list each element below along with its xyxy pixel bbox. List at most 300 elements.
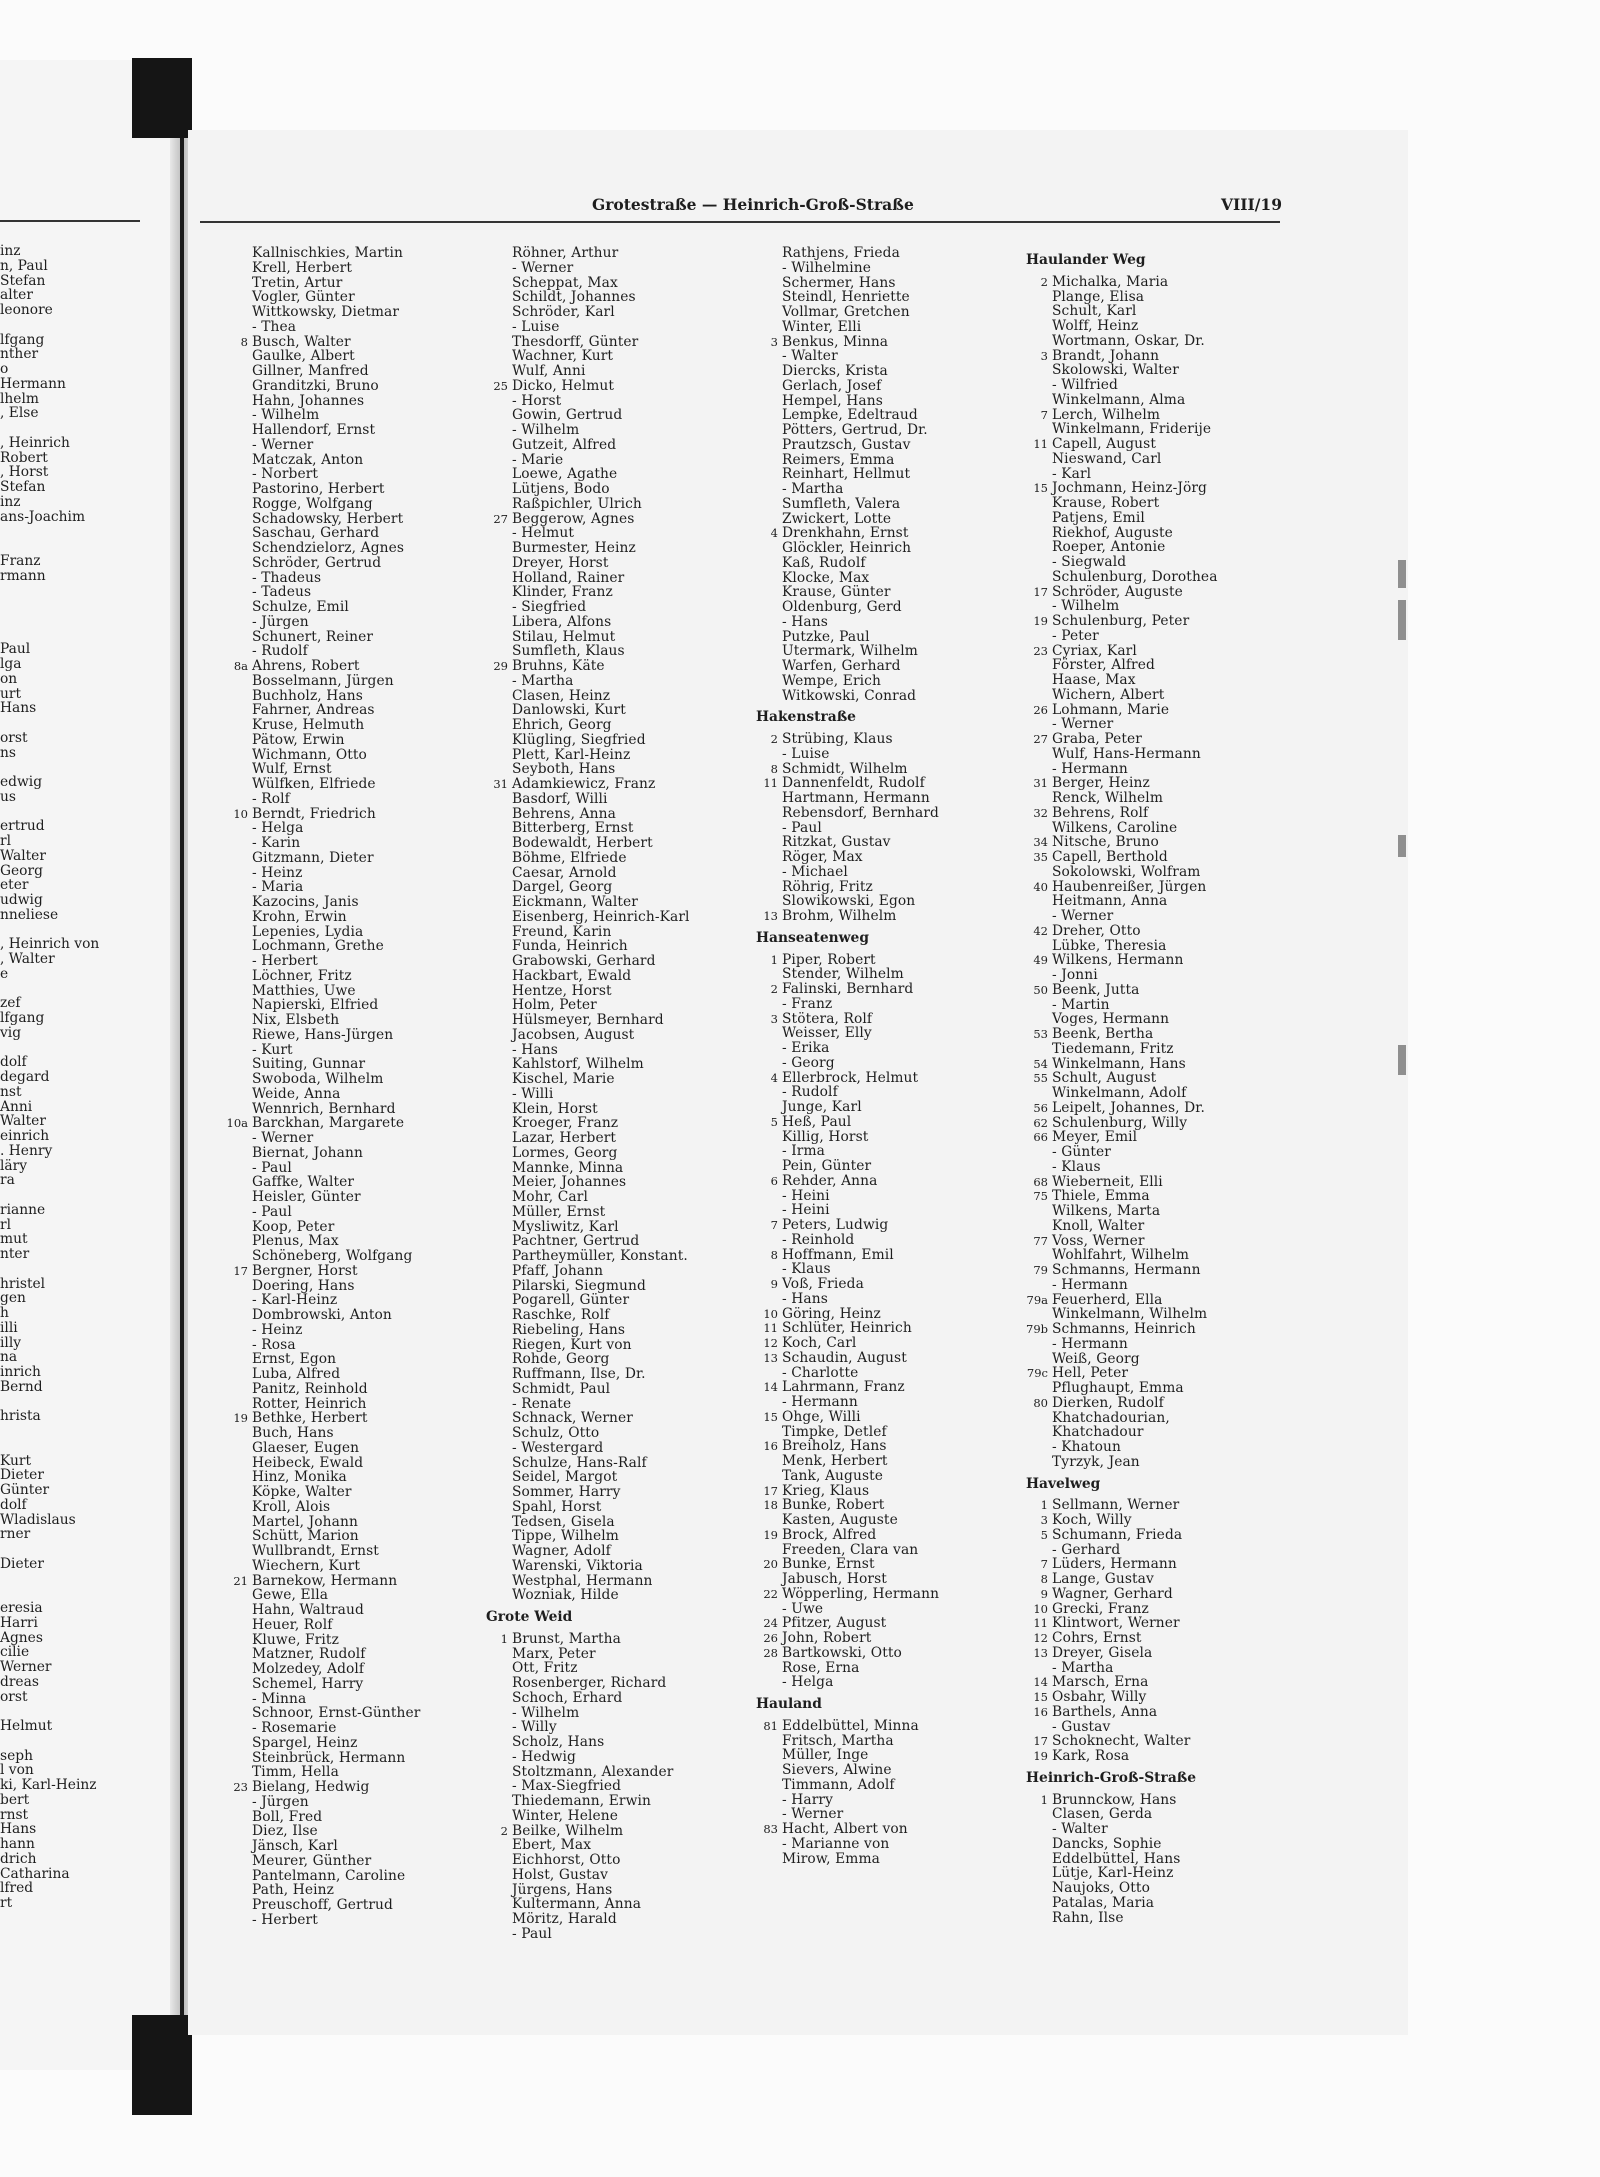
resident-entry (1022, 1366, 1292, 1381)
resident-entry (752, 600, 1022, 615)
resident-name: Pachtner, Gertrud (512, 1233, 640, 1250)
resident-name: Dreyer, Gisela (1052, 1644, 1153, 1661)
resident-entry (482, 1691, 752, 1706)
resident-name: Lohmann, Marie (1052, 701, 1170, 718)
fragment-line: . Henry (0, 1142, 53, 1159)
resident-name: Hülsmeyer, Bernhard (512, 1012, 664, 1028)
resident-name: Brunst, Martha (512, 1630, 621, 1647)
house-number: 11 (1033, 437, 1048, 451)
resident-entry (482, 1809, 752, 1824)
resident-name: Ahrens, Robert (252, 658, 360, 674)
resident-entry (482, 453, 752, 468)
resident-name: Riekhof, Auguste (1052, 524, 1173, 541)
house-number: 15 (1033, 1690, 1048, 1704)
resident-entry (222, 1633, 492, 1648)
resident-entry (482, 571, 752, 586)
resident-entry (222, 866, 492, 881)
resident-name: Dargel, Georg (512, 879, 613, 896)
house-number: 17 (763, 1483, 778, 1498)
house-number: 26 (763, 1631, 778, 1645)
resident-entry (1022, 1057, 1292, 1072)
resident-entry (752, 261, 1022, 276)
house-number: 18 (763, 1498, 778, 1513)
resident-name: Sellmann, Werner (1052, 1497, 1180, 1514)
resident-name: Brock, Alfred (782, 1526, 877, 1543)
resident-name: Krell, Herbert (252, 259, 352, 276)
resident-name: Michalka, Maria (1052, 273, 1169, 290)
resident-name: - Walter (782, 348, 838, 365)
resident-name: John, Robert (782, 1630, 872, 1646)
resident-entry (482, 1264, 752, 1279)
resident-entry (1022, 1012, 1292, 1027)
resident-name: - Rudolf (252, 643, 308, 660)
resident-entry (1022, 1498, 1292, 1513)
resident-entry (482, 925, 752, 940)
resident-entry (222, 1426, 492, 1441)
resident-entry (752, 1719, 1022, 1734)
resident-name: Gowin, Gertrud (512, 407, 623, 424)
resident-entry (222, 290, 492, 305)
house-number: 19 (233, 1411, 248, 1426)
resident-name: - Erika (782, 1040, 830, 1056)
resident-name: Klocke, Max (782, 569, 870, 586)
resident-entry (752, 909, 1022, 924)
house-number: 66 (1033, 1130, 1048, 1145)
resident-name: - Irma (782, 1143, 826, 1160)
resident-name: Hacht, Albert von (782, 1821, 908, 1837)
fragment-line: Werner (0, 1659, 52, 1675)
resident-name: - Heinz (252, 864, 303, 881)
resident-entry (222, 1190, 492, 1205)
resident-entry (752, 1807, 1022, 1822)
resident-name: - Wilfried (1052, 377, 1118, 393)
resident-entry (752, 1454, 1022, 1469)
resident-name: Röger, Max (782, 849, 863, 865)
fragment-line: einrich (0, 1128, 50, 1144)
fragment-line: rianne (0, 1201, 46, 1218)
resident-name: Graba, Peter (1052, 731, 1143, 747)
resident-name: Wagner, Adolf (512, 1543, 611, 1559)
resident-name: Spahl, Horst (512, 1498, 602, 1515)
resident-entry (752, 379, 1022, 394)
resident-name: Cyriax, Karl (1052, 642, 1137, 659)
resident-entry (482, 1116, 752, 1131)
resident-name: Burmester, Heinz (512, 540, 636, 556)
resident-name: Mysliwitz, Karl (512, 1218, 619, 1235)
resident-name: Schermer, Hans (782, 274, 896, 291)
resident-entry (482, 1853, 752, 1868)
fragment-line: Hans (0, 700, 37, 717)
resident-entry (222, 1367, 492, 1382)
resident-entry (482, 1220, 752, 1235)
resident-entry (222, 512, 492, 527)
resident-name: Dannenfeldt, Rudolf (782, 775, 925, 792)
resident-name: - Gustav (1052, 1718, 1111, 1735)
resident-name: Jacobsen, August (512, 1026, 635, 1043)
resident-entry (1022, 1263, 1292, 1278)
fragment-line (0, 628, 180, 643)
resident-name: Wilkens, Caroline (1052, 819, 1178, 836)
resident-entry (222, 1647, 492, 1662)
resident-entry (1022, 629, 1292, 644)
resident-entry (752, 615, 1022, 630)
resident-entry (222, 467, 492, 482)
street-heading: Grote Weid (486, 1609, 573, 1625)
resident-name: Barnekow, Hermann (252, 1572, 398, 1589)
resident-name: Mohr, Carl (512, 1189, 588, 1205)
resident-name: Ritzkat, Gustav (782, 834, 891, 851)
resident-name: - Uwe (782, 1600, 824, 1617)
resident-entry (1022, 717, 1292, 732)
resident-entry (222, 246, 492, 261)
resident-name: Röhrig, Fritz (782, 878, 873, 895)
resident-name: Hentze, Horst (512, 982, 612, 999)
resident-name: Eddelbüttel, Minna (782, 1717, 919, 1734)
resident-entry (222, 1706, 492, 1721)
resident-name: Lazar, Herbert (512, 1130, 617, 1146)
resident-entry (222, 1618, 492, 1633)
resident-entry (1022, 1807, 1292, 1822)
resident-name: Brunnckow, Hans (1052, 1791, 1177, 1808)
fragment-line: lfred (0, 1880, 34, 1897)
resident-name: - Heini (782, 1202, 830, 1219)
resident-entry (222, 1692, 492, 1707)
resident-entry (482, 836, 752, 851)
resident-name: Loewe, Agathe (512, 466, 618, 483)
resident-entry (222, 482, 492, 497)
resident-name: - Charlotte (782, 1364, 859, 1381)
resident-entry (482, 512, 752, 527)
resident-name: Koch, Carl (782, 1335, 857, 1351)
resident-name: Rogge, Wolfgang (252, 495, 373, 512)
resident-entry (222, 1249, 492, 1264)
resident-entry (1022, 1440, 1292, 1455)
resident-entry (1022, 526, 1292, 541)
fragment-line: , Horst (0, 464, 49, 481)
resident-name: Schnoor, Ernst-Günther (252, 1705, 421, 1722)
resident-name: Gerlach, Josef (782, 377, 882, 394)
fragment-line (0, 1439, 180, 1454)
resident-name: Pastorino, Herbert (252, 481, 385, 497)
resident-entry (752, 1380, 1022, 1395)
binding-clip-bottom (132, 2015, 192, 2115)
resident-entry (482, 910, 752, 925)
house-number: 40 (1033, 879, 1048, 894)
resident-entry (752, 305, 1022, 320)
resident-entry (222, 276, 492, 291)
header-rule (200, 221, 1280, 223)
resident-name: Schulenburg, Peter (1052, 613, 1190, 629)
resident-name: Grabowski, Gerhard (512, 953, 656, 969)
resident-entry (482, 998, 752, 1013)
resident-entry (1022, 688, 1292, 703)
resident-entry (1022, 1130, 1292, 1145)
resident-name: Ohge, Willi (782, 1408, 861, 1425)
resident-name: Schulze, Hans-Ralf (512, 1454, 647, 1471)
resident-name: Lepenies, Lydia (252, 923, 364, 940)
resident-name: Rebensdorf, Bernhard (782, 804, 939, 821)
resident-entry (1022, 378, 1292, 393)
resident-entry (1022, 776, 1292, 791)
resident-entry (1022, 304, 1292, 319)
resident-entry (752, 1336, 1022, 1351)
resident-entry (222, 1795, 492, 1810)
resident-entry (222, 1854, 492, 1869)
resident-name: Ott, Fritz (512, 1660, 578, 1677)
resident-entry (482, 630, 752, 645)
house-number: 27 (493, 511, 508, 526)
resident-name: Path, Heinz (252, 1882, 334, 1899)
fragment-line: rmann (0, 567, 46, 584)
resident-name: Wülfken, Elfriede (252, 776, 376, 792)
resident-entry (482, 423, 752, 438)
fragment-line: na (0, 1349, 18, 1366)
resident-entry (752, 541, 1022, 556)
resident-name: Bodewaldt, Herbert (512, 835, 653, 851)
resident-entry (222, 1264, 492, 1279)
resident-name: - Herbert (252, 1911, 318, 1928)
fragment-line: rner (0, 1526, 31, 1543)
resident-name: - Martin (1052, 996, 1110, 1013)
resident-entry (1022, 467, 1292, 482)
resident-entry (482, 674, 752, 689)
resident-name: Wempe, Erich (782, 672, 881, 689)
resident-entry (1022, 452, 1292, 467)
fragment-line (0, 1424, 180, 1439)
resident-entry (752, 1661, 1022, 1676)
resident-name: Hell, Peter (1052, 1365, 1129, 1382)
resident-name: - Walter (1052, 1821, 1108, 1837)
resident-entry (752, 762, 1022, 777)
resident-name: Schendzielorz, Agnes (252, 540, 405, 556)
resident-name: Schröder, Karl (512, 304, 615, 320)
resident-entry (752, 1100, 1022, 1115)
resident-entry (752, 982, 1022, 997)
resident-name: Seyboth, Hans (512, 761, 616, 778)
resident-name: Wulf, Anni (512, 363, 586, 379)
resident-name: Stender, Wilhelm (782, 966, 904, 983)
resident-name: Schult, August (1052, 1070, 1157, 1087)
resident-entry (222, 836, 492, 851)
resident-entry (482, 1087, 752, 1102)
resident-entry (1022, 747, 1292, 762)
fragment-line: rt (0, 1895, 13, 1911)
house-number: 7 (1040, 1557, 1048, 1572)
fragment-line (0, 318, 180, 333)
house-number: 9 (1040, 1586, 1048, 1601)
resident-name: Dancks, Sophie (1052, 1835, 1162, 1852)
resident-name: Brohm, Wilhelm (782, 908, 897, 924)
resident-entry (752, 1351, 1022, 1366)
resident-entry (1022, 865, 1292, 880)
resident-name: Steindl, Henriette (782, 289, 910, 306)
resident-name: Reimers, Emma (782, 451, 895, 468)
resident-name: Preuschoff, Gertrud (252, 1897, 393, 1913)
resident-name: - Jürgen (252, 1793, 309, 1810)
directory-column-3 (752, 246, 1022, 1866)
resident-name: Roeper, Antonie (1052, 539, 1166, 556)
resident-name: - Heini (782, 1187, 830, 1204)
resident-entry (1022, 1189, 1292, 1204)
resident-name: - Wilhelm (252, 407, 320, 424)
resident-entry (222, 939, 492, 954)
resident-name: Lüders, Hermann (1052, 1556, 1177, 1573)
directory-column-1 (222, 246, 492, 1928)
resident-name: Suiting, Gunnar (252, 1056, 366, 1073)
fragment-line: Bernd (0, 1378, 43, 1395)
house-number: 21 (233, 1573, 248, 1588)
resident-entry (1022, 1602, 1292, 1617)
resident-name: - Renate (512, 1395, 572, 1412)
resident-entry (752, 1159, 1022, 1174)
fragment-line: Franz (0, 552, 41, 569)
resident-name: Marx, Peter (512, 1645, 596, 1662)
resident-entry (752, 1262, 1022, 1277)
fragment-line (0, 598, 180, 613)
resident-name: Müller, Inge (782, 1747, 869, 1764)
resident-name: Schöneberg, Wolfgang (252, 1248, 413, 1264)
resident-name: Prautzsch, Gustav (782, 436, 911, 453)
house-number: 4 (770, 526, 778, 541)
resident-name: Killig, Horst (782, 1128, 869, 1145)
resident-name: Thiedemann, Erwin (512, 1793, 651, 1809)
resident-entry (1022, 1234, 1292, 1249)
resident-entry (482, 1072, 752, 1087)
resident-name: Raßpichler, Ulrich (512, 495, 642, 512)
resident-entry (222, 1529, 492, 1544)
resident-name: - Hans (782, 1290, 828, 1307)
house-number: 7 (770, 1218, 778, 1232)
fragment-line (0, 1704, 180, 1719)
resident-name: Busch, Walter (252, 333, 351, 350)
resident-name: Beggerow, Agnes (512, 510, 635, 527)
resident-name: Sumfleth, Valera (782, 495, 901, 512)
house-number: 27 (1033, 732, 1048, 746)
resident-name: Granditzki, Bruno (252, 377, 379, 394)
resident-name: Gaffke, Walter (252, 1174, 355, 1191)
resident-name: - Werner (1052, 908, 1114, 924)
resident-name: Riebeling, Hans (512, 1321, 625, 1338)
fragment-line: Harri (0, 1614, 38, 1631)
resident-name: Pfitzer, August (782, 1615, 887, 1632)
resident-name: Molzedey, Adolf (252, 1661, 365, 1677)
resident-name: Bergner, Horst (252, 1262, 358, 1279)
resident-entry (482, 335, 752, 350)
fragment-line: zef (0, 995, 21, 1012)
fragment-line: us (0, 788, 16, 805)
resident-entry (752, 1425, 1022, 1440)
fragment-line (0, 760, 180, 775)
resident-name: - Khatoun (1052, 1439, 1121, 1455)
resident-name: - Werner (252, 436, 314, 453)
resident-name: Gewe, Ella (252, 1587, 329, 1604)
fragment-line: illy (0, 1334, 22, 1351)
resident-name: Napierski, Elfried (252, 997, 379, 1014)
resident-name: Peters, Ludwig (782, 1217, 889, 1233)
resident-name: Wieberneit, Elli (1052, 1173, 1163, 1190)
house-number: 5 (770, 1114, 778, 1129)
resident-name: Lochmann, Grethe (252, 938, 384, 955)
resident-name: Meier, Johannes (512, 1174, 627, 1191)
resident-entry (482, 1397, 752, 1412)
fragment-line: cilie (0, 1644, 30, 1661)
resident-name: - Werner (782, 1806, 844, 1823)
street-heading: Heinrich-Groß-Straße (1026, 1769, 1197, 1786)
resident-entry (1022, 1793, 1292, 1808)
resident-name: Doering, Hans (252, 1277, 355, 1294)
resident-name: - Willi (512, 1085, 554, 1102)
resident-entry (222, 659, 492, 674)
resident-entry (1022, 1881, 1292, 1896)
resident-name: Reinhart, Hellmut (782, 466, 911, 483)
resident-name: Schoknecht, Walter (1052, 1733, 1191, 1750)
page-header (402, 195, 1282, 221)
page-title: Grotestraße — Heinrich-Groß-Straße (592, 195, 914, 214)
resident-entry (752, 1543, 1022, 1558)
resident-entry (752, 1528, 1022, 1543)
resident-name: Ruffmann, Ilse, Dr. (512, 1366, 646, 1382)
resident-name: - Werner (252, 1130, 314, 1146)
resident-name: Oldenburg, Gerd (782, 599, 902, 615)
resident-name: Schaudin, August (782, 1349, 907, 1366)
resident-entry (1022, 349, 1292, 364)
resident-entry (1022, 1543, 1292, 1558)
resident-entry (1022, 437, 1292, 452)
fragment-line: eresia (0, 1600, 43, 1616)
house-number: 13 (1033, 1645, 1048, 1660)
resident-name: - Max-Siegfried (512, 1778, 622, 1795)
resident-entry (222, 998, 492, 1013)
fragment-line: degard (0, 1069, 50, 1085)
resident-entry (482, 482, 752, 497)
resident-name: Koop, Peter (252, 1218, 335, 1235)
resident-name: Lütjens, Bodo (512, 481, 610, 497)
resident-entry (1022, 703, 1292, 718)
resident-entry (1022, 673, 1292, 688)
resident-name: Rehder, Anna (782, 1172, 878, 1189)
resident-name: Lempke, Edeltraud (782, 407, 918, 424)
resident-entry (1022, 791, 1292, 806)
resident-name: Schmidt, Wilhelm (782, 760, 908, 777)
resident-entry (482, 438, 752, 453)
resident-name: Wortmann, Oskar, Dr. (1052, 332, 1205, 349)
resident-entry (1022, 275, 1292, 290)
house-number: 28 (763, 1645, 778, 1660)
fragment-line: nther (0, 346, 39, 363)
resident-name: Rathjens, Frieda (782, 245, 900, 261)
resident-entry (482, 1883, 752, 1898)
resident-name: Slowikowski, Egon (782, 893, 916, 910)
house-number: 8a (233, 659, 248, 673)
resident-name: Wozniak, Hilde (512, 1587, 619, 1604)
resident-entry (752, 1218, 1022, 1233)
resident-entry (1022, 614, 1292, 629)
house-number: 10 (763, 1306, 778, 1321)
resident-entry (1022, 1528, 1292, 1543)
resident-name: Riewe, Hans-Jürgen (252, 1026, 394, 1043)
resident-name: Caesar, Arnold (512, 864, 617, 881)
fragment-line: inrich (0, 1364, 41, 1380)
resident-name: Falinski, Bernhard (782, 981, 914, 997)
resident-name: Schmanns, Heinrich (1052, 1321, 1196, 1337)
resident-name: Utermark, Wilhelm (782, 643, 918, 660)
house-number: 1 (1040, 1498, 1048, 1513)
fragment-line: leonore (0, 302, 53, 318)
resident-name: Seidel, Margot (512, 1469, 618, 1486)
resident-entry (752, 246, 1022, 261)
street-heading: Hauland (756, 1696, 822, 1712)
resident-entry (222, 453, 492, 468)
